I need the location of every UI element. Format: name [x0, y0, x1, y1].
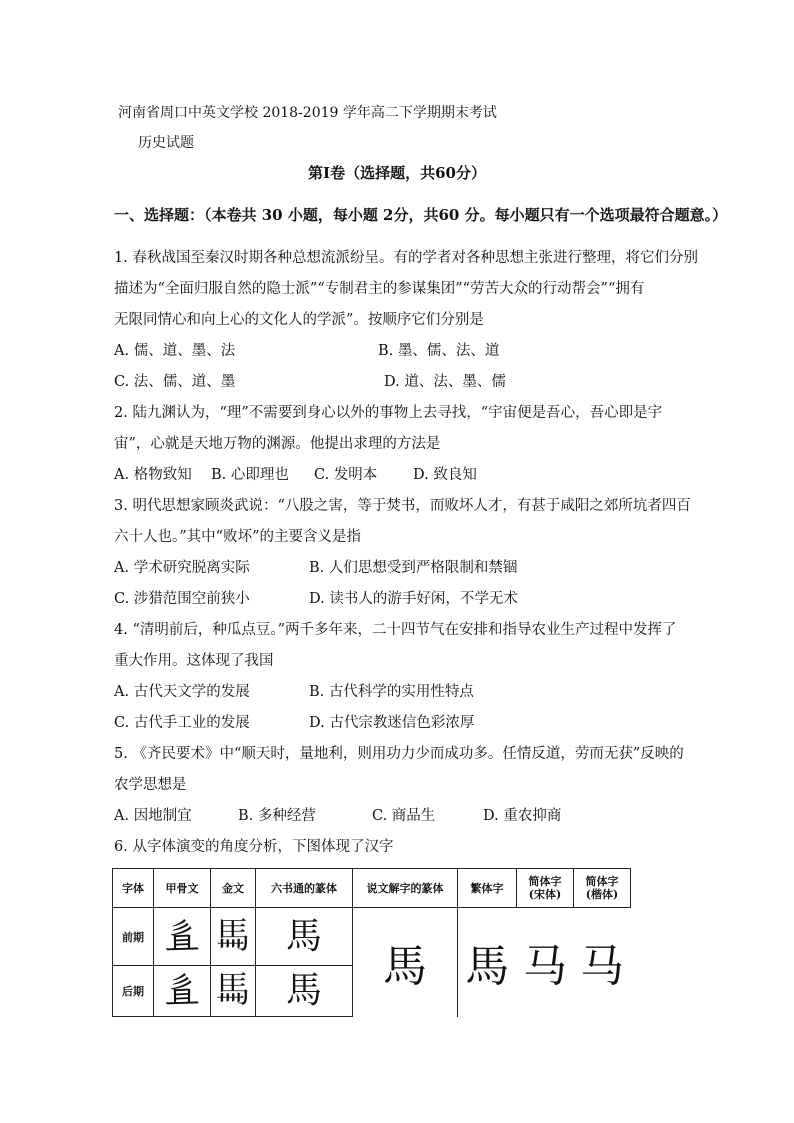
- question-3-option-d: D. 读书人的游手好闲，不学无术: [309, 591, 518, 607]
- question-2-option-a: A. 格物致知: [114, 467, 192, 483]
- question-3-option-c: C. 涉猎范围空前狭小: [114, 591, 250, 607]
- question-5-line-1: 5. 《齐民要术》中“顺天时，量地利，则用功力少而成功多。任情反道，劳而无获”反映的: [114, 746, 684, 762]
- part-title: 一、选择题：（本卷共 30 小题，每小题 2分，共60 分。每小题只有一个选项最符合题意。）: [114, 206, 728, 224]
- header-simplified-song: 简体字 (宋体): [517, 869, 574, 908]
- question-3-line-1: 3. 明代思想家顾炎武说：“八股之害，等于焚书，而败坏人才，有甚于咸阳之郊所坑者四百: [114, 498, 691, 514]
- question-6-line-1: 6. 从字体演变的角度分析，下图体现了汉字: [114, 839, 394, 855]
- section-title: 第Ⅰ卷（选择题，共60分）: [308, 164, 486, 182]
- question-3-option-a: A. 学术研究脱离实际: [114, 560, 250, 576]
- question-2-line-1: 2. 陆九渊认为，“理”不需要到身心以外的事物上去寻找，“宇宙便是吾心，吾心即是宇: [114, 405, 663, 421]
- late-bronze-glyph: 𩡧: [211, 966, 256, 1017]
- question-4-line-1: 4. “清明前后，种瓜点豆。”两千多年来，二十四节气在安排和指导农业生产过程中发挥了: [114, 622, 677, 638]
- question-2-option-c: C. 发明本: [314, 467, 378, 483]
- header-simplified-kai: 简体字 (楷体): [574, 869, 631, 908]
- question-2-option-d: D. 致良知: [413, 467, 477, 483]
- question-4-option-d: D. 古代宗教迷信色彩浓厚: [309, 715, 475, 731]
- header-traditional: 繁体字: [458, 869, 517, 908]
- simplified-song-glyph: 马: [523, 941, 567, 993]
- early-bronze-glyph: 𩡧: [211, 908, 256, 966]
- character-evolution-table: [112, 868, 631, 1017]
- question-1-option-a: A. 儒、道、墨、法: [114, 343, 236, 359]
- exam-title: 河南省周口中英文学校 2018-2019 学年高二下学期期末考试: [118, 105, 497, 121]
- subject-title: 历史试题: [138, 135, 194, 151]
- header-oracle: 甲骨文: [154, 869, 211, 908]
- question-1-option-c: C. 法、儒、道、墨: [114, 374, 236, 390]
- question-4-line-2: 重大作用。这体现了我国: [114, 653, 274, 669]
- question-4-option-b: B. 古代科学的实用性特点: [309, 684, 474, 700]
- question-1-option-d: D. 道、法、墨、儒: [384, 374, 506, 390]
- question-4-option-a: A. 古代天文学的发展: [114, 684, 250, 700]
- question-1-line-1: 1. 春秋战国至秦汉时期各种总想流派纷呈。有的学者对各种思想主张进行整理，将它们分别: [114, 250, 698, 266]
- question-5-option-b: B. 多种经营: [238, 808, 316, 824]
- header-liushu: 六书通的篆体: [256, 869, 353, 908]
- question-5-option-c: C. 商品生: [372, 808, 436, 824]
- late-liushu-glyph: 馬: [256, 966, 353, 1017]
- question-1-line-3: 无限同情心和向上心的文化人的学派”。按顺序它们分别是: [114, 312, 484, 328]
- question-5-line-2: 农学思想是: [114, 777, 187, 793]
- header-font: 字体: [113, 869, 154, 908]
- question-5-option-d: D. 重农抑商: [483, 808, 562, 824]
- question-2-line-2: 宙”，心就是天地万物的渊源。他提出求理的方法是: [114, 436, 441, 452]
- late-oracle-glyph: 𢒉: [154, 966, 211, 1017]
- question-5-option-a: A. 因地制宜: [114, 808, 192, 824]
- header-bronze: 金文: [211, 869, 256, 908]
- header-shuowen: 说文解字的篆体: [353, 869, 458, 908]
- question-3-option-b: B. 人们思想受到严格限制和禁锢: [309, 560, 518, 576]
- question-1-line-2: 描述为“全面归服自然的隐士派”“专制君主的参谋集团”“劳苦大众的行动帮会”“拥有: [114, 281, 645, 297]
- question-1-option-b: B. 墨、儒、法、道: [378, 343, 500, 359]
- simplified-kai-glyph: 马: [580, 941, 624, 993]
- early-liushu-glyph: 馬: [256, 908, 353, 966]
- row-label-late: 后期: [113, 966, 154, 1017]
- early-oracle-glyph: 𢒉: [154, 908, 211, 966]
- question-4-option-c: C. 古代手工业的发展: [114, 715, 250, 731]
- question-3-line-2: 六十人也。”其中“败坏”的主要含义是指: [114, 529, 361, 545]
- traditional-glyph: 馬: [465, 941, 510, 993]
- row-label-early: 前期: [113, 908, 154, 966]
- question-2-option-b: B. 心即理也: [211, 467, 289, 483]
- shuowen-glyph: 馬: [353, 908, 458, 1017]
